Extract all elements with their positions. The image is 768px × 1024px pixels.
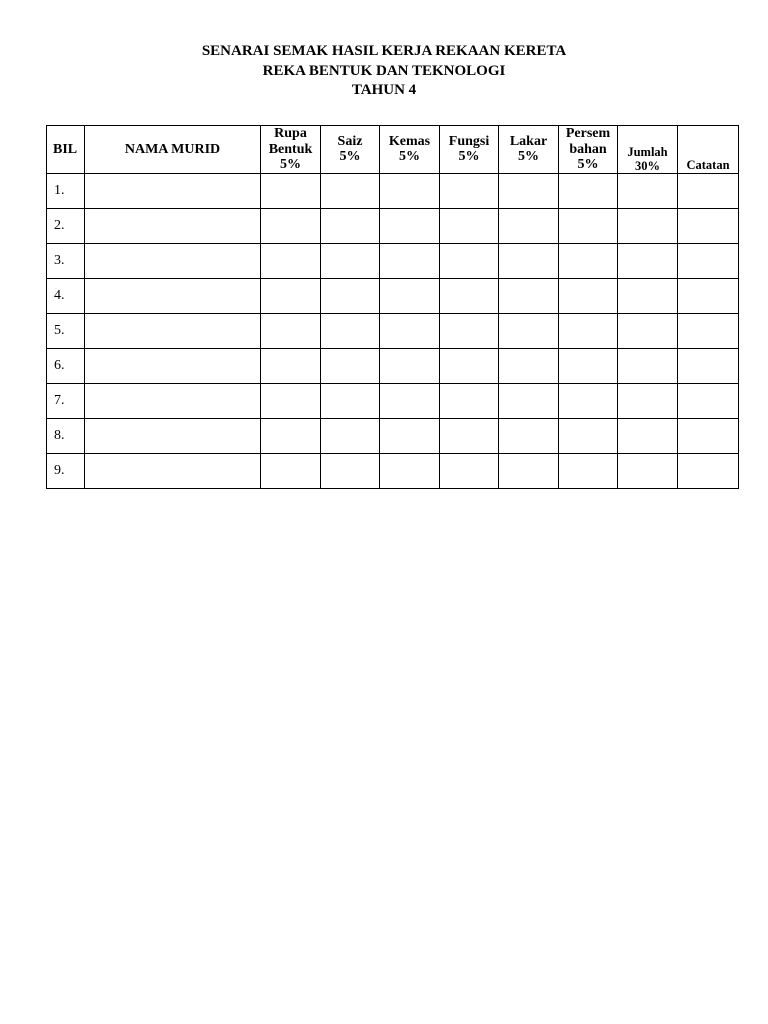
header-rupa-line-2: Bentuk bbox=[268, 141, 313, 157]
document-title bbox=[0, 42, 768, 101]
kemas-cell bbox=[380, 313, 440, 348]
rupa-bentuk-cell bbox=[261, 453, 321, 488]
fungsi-cell bbox=[440, 208, 499, 243]
table-row bbox=[47, 278, 739, 313]
rupa-bentuk-cell bbox=[261, 313, 321, 348]
lakar-cell bbox=[499, 208, 559, 243]
kemas-cell bbox=[380, 383, 440, 418]
title-line-1: SENARAI SEMAK HASIL KERJA REKAAN KERETA bbox=[201, 43, 567, 59]
jumlah-cell bbox=[618, 348, 678, 383]
lakar-cell bbox=[499, 278, 559, 313]
nama-murid-cell bbox=[85, 383, 261, 418]
header-catatan bbox=[678, 126, 739, 174]
jumlah-cell bbox=[618, 453, 678, 488]
fungsi-cell bbox=[440, 313, 499, 348]
rupa-bentuk-cell bbox=[261, 348, 321, 383]
persembahan-cell bbox=[559, 278, 618, 313]
header-kemas-label: Kemas bbox=[388, 133, 431, 149]
nama-murid-cell bbox=[85, 453, 261, 488]
table-row bbox=[47, 243, 739, 278]
table-row bbox=[47, 348, 739, 383]
row-number: 9. bbox=[47, 453, 85, 488]
lakar-cell bbox=[499, 313, 559, 348]
header-persembahan-line-1: Persem bbox=[565, 126, 611, 141]
fungsi-cell bbox=[440, 453, 499, 488]
saiz-cell bbox=[321, 278, 380, 313]
lakar-cell bbox=[499, 453, 559, 488]
catatan-cell bbox=[678, 313, 739, 348]
saiz-cell bbox=[321, 208, 380, 243]
header-persembahan-line-2: bahan bbox=[569, 141, 607, 157]
header-lakar-label: Lakar bbox=[509, 133, 548, 149]
table-row bbox=[47, 173, 739, 208]
rupa-bentuk-cell bbox=[261, 383, 321, 418]
jumlah-cell bbox=[618, 243, 678, 278]
row-number: 3. bbox=[47, 243, 85, 278]
rupa-bentuk-cell bbox=[261, 278, 321, 313]
rupa-bentuk-cell bbox=[261, 208, 321, 243]
table-row bbox=[47, 313, 739, 348]
fungsi-cell bbox=[440, 278, 499, 313]
jumlah-cell bbox=[618, 173, 678, 208]
fungsi-cell bbox=[440, 383, 499, 418]
nama-murid-cell bbox=[85, 348, 261, 383]
kemas-cell bbox=[380, 418, 440, 453]
saiz-cell bbox=[321, 418, 380, 453]
header-saiz-label: Saiz bbox=[337, 133, 363, 149]
lakar-cell bbox=[499, 173, 559, 208]
header-lakar bbox=[499, 126, 559, 174]
kemas-cell bbox=[380, 243, 440, 278]
title-line-2: REKA BENTUK DAN TEKNOLOGI bbox=[262, 62, 506, 79]
header-rupa-bentuk bbox=[261, 126, 321, 174]
header-kemas bbox=[380, 126, 440, 174]
catatan-cell bbox=[678, 278, 739, 313]
persembahan-cell bbox=[559, 208, 618, 243]
fungsi-cell bbox=[440, 173, 499, 208]
row-number: 1. bbox=[47, 173, 85, 208]
header-nama-murid: NAMA MURID bbox=[85, 126, 261, 174]
fungsi-cell bbox=[440, 243, 499, 278]
jumlah-cell bbox=[618, 278, 678, 313]
table-body bbox=[47, 173, 739, 488]
saiz-cell bbox=[321, 313, 380, 348]
header-catatan-label: Catatan bbox=[686, 157, 730, 172]
title-line-3: TAHUN 4 bbox=[351, 82, 417, 98]
row-number: 5. bbox=[47, 313, 85, 348]
row-number: 8. bbox=[47, 418, 85, 453]
header-bil: BIL bbox=[47, 126, 85, 174]
catatan-cell bbox=[678, 418, 739, 453]
saiz-cell bbox=[321, 348, 380, 383]
kemas-cell bbox=[380, 278, 440, 313]
row-number: 7. bbox=[47, 383, 85, 418]
table-row bbox=[47, 418, 739, 453]
lakar-cell bbox=[499, 243, 559, 278]
saiz-cell bbox=[321, 173, 380, 208]
rupa-bentuk-cell bbox=[261, 243, 321, 278]
table-row bbox=[47, 383, 739, 418]
header-fungsi-label: Fungsi bbox=[448, 133, 490, 149]
rupa-bentuk-cell bbox=[261, 418, 321, 453]
row-number: 6. bbox=[47, 348, 85, 383]
header-jumlah bbox=[618, 126, 678, 174]
header-rupa-weight: 5% bbox=[280, 157, 301, 172]
catatan-cell bbox=[678, 243, 739, 278]
nama-murid-cell bbox=[85, 278, 261, 313]
nama-murid-cell bbox=[85, 243, 261, 278]
kemas-cell bbox=[380, 173, 440, 208]
persembahan-cell bbox=[559, 418, 618, 453]
catatan-cell bbox=[678, 173, 739, 208]
kemas-cell bbox=[380, 348, 440, 383]
catatan-cell bbox=[678, 208, 739, 243]
lakar-cell bbox=[499, 383, 559, 418]
persembahan-cell bbox=[559, 243, 618, 278]
saiz-cell bbox=[321, 243, 380, 278]
kemas-cell bbox=[380, 453, 440, 488]
header-saiz bbox=[321, 126, 380, 174]
header-fungsi-weight: 5% bbox=[458, 149, 480, 165]
persembahan-cell bbox=[559, 348, 618, 383]
jumlah-cell bbox=[618, 383, 678, 418]
catatan-cell bbox=[678, 383, 739, 418]
nama-murid-cell bbox=[85, 208, 261, 243]
row-number: 4. bbox=[47, 278, 85, 313]
table-row bbox=[47, 208, 739, 243]
nama-murid-cell bbox=[85, 173, 261, 208]
jumlah-cell bbox=[618, 208, 678, 243]
persembahan-cell bbox=[559, 313, 618, 348]
fungsi-cell bbox=[440, 348, 499, 383]
jumlah-cell bbox=[618, 313, 678, 348]
lakar-cell bbox=[499, 348, 559, 383]
header-lakar-weight: 5% bbox=[518, 149, 539, 165]
row-number: 2. bbox=[47, 208, 85, 243]
nama-murid-cell bbox=[85, 418, 261, 453]
persembahan-cell bbox=[559, 453, 618, 488]
fungsi-cell bbox=[440, 418, 499, 453]
catatan-cell bbox=[678, 453, 739, 488]
header-saiz-weight: 5% bbox=[339, 149, 361, 165]
jumlah-cell bbox=[618, 418, 678, 453]
header-kemas-weight: 5% bbox=[399, 149, 420, 165]
table-row bbox=[47, 453, 739, 488]
lakar-cell bbox=[499, 418, 559, 453]
header-row bbox=[47, 126, 739, 174]
kemas-cell bbox=[380, 208, 440, 243]
header-rupa-line-1: Rupa bbox=[274, 126, 307, 141]
saiz-cell bbox=[321, 453, 380, 488]
header-persembahan bbox=[559, 126, 618, 174]
header-jumlah-weight: 30% bbox=[635, 158, 660, 173]
header-jumlah-label: Jumlah bbox=[627, 144, 668, 159]
nama-murid-cell bbox=[85, 313, 261, 348]
header-fungsi bbox=[440, 126, 499, 174]
saiz-cell bbox=[321, 383, 380, 418]
catatan-cell bbox=[678, 348, 739, 383]
persembahan-cell bbox=[559, 383, 618, 418]
header-persembahan-weight: 5% bbox=[577, 157, 599, 172]
rupa-bentuk-cell bbox=[261, 173, 321, 208]
checklist-table bbox=[46, 125, 739, 489]
persembahan-cell bbox=[559, 173, 618, 208]
